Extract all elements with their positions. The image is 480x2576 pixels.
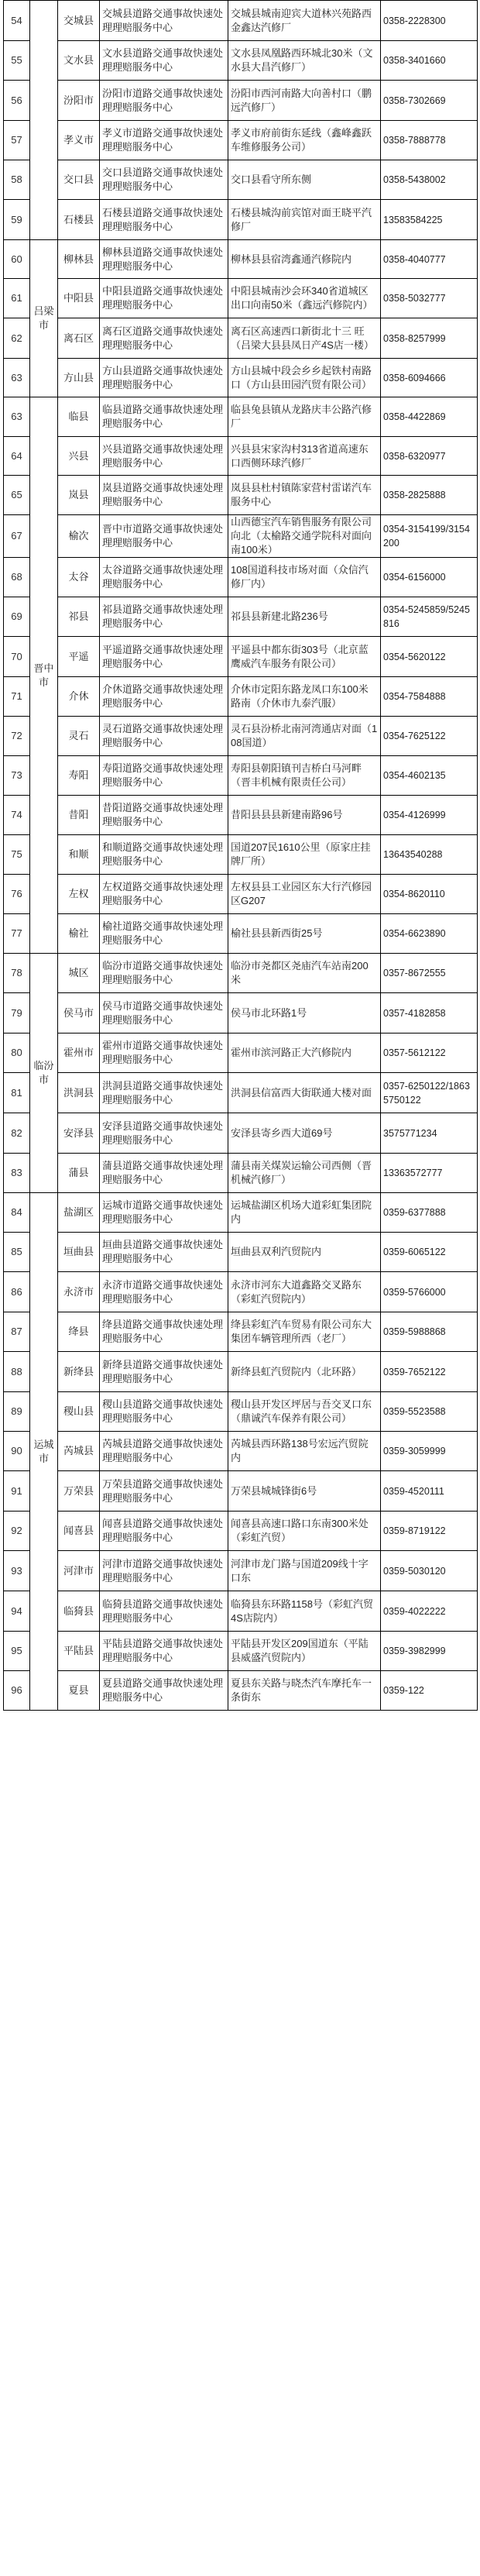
row-number: 59 [4, 200, 30, 240]
address-cell: 介休市定阳东路龙凤口东100米路南（介休市九泰汽服） [228, 677, 381, 717]
service-center-name: 寿阳道路交通事故快速处理理赔服务中心 [100, 756, 228, 796]
service-center-name: 交城县道路交通事故快速处理理赔服务中心 [100, 1, 228, 41]
table-row [4, 954, 478, 993]
address-cell: 兴县县宋家沟村313省道高速东口西侧环球汽修厂 [228, 437, 381, 476]
row-number: 86 [4, 1272, 30, 1312]
phone-cell: 0358-7302669 [381, 81, 478, 121]
county-cell: 交口县 [58, 160, 100, 200]
county-cell: 灵石 [58, 717, 100, 756]
address-cell: 闻喜县高速口路口东南300米处（彩虹汽贸） [228, 1512, 381, 1551]
phone-cell: 0354-5245859/5245816 [381, 597, 478, 637]
table-row [4, 200, 478, 240]
table-row [4, 1033, 478, 1073]
address-cell: 临汾市尧都区尧庙汽车站南200米 [228, 954, 381, 993]
table-row [4, 597, 478, 637]
table-row [4, 1392, 478, 1432]
city-cell: 运城市 [30, 1193, 58, 1711]
county-cell: 平遥 [58, 637, 100, 677]
phone-cell: 0358-5438002 [381, 160, 478, 200]
address-cell: 侯马市北环路1号 [228, 993, 381, 1033]
address-cell: 洪洞县信富西大街联通大楼对面 [228, 1073, 381, 1113]
row-number: 78 [4, 954, 30, 993]
address-cell: 临猗县东环路1158号（彩虹汽贸4S店院内） [228, 1591, 381, 1632]
phone-cell: 0359-5030120 [381, 1551, 478, 1591]
service-center-name: 左权道路交通事故快速处理理赔服务中心 [100, 875, 228, 914]
service-center-name: 介休道路交通事故快速处理理赔服务中心 [100, 677, 228, 717]
table-row [4, 1154, 478, 1193]
table-row [4, 1471, 478, 1512]
service-center-name: 安泽县道路交通事故快速处理理赔服务中心 [100, 1113, 228, 1154]
phone-cell: 0358-4422869 [381, 397, 478, 437]
county-cell: 榆次 [58, 515, 100, 558]
address-cell: 霍州市滨河路正大汽修院内 [228, 1033, 381, 1073]
table-row [4, 993, 478, 1033]
phone-cell: 0359-6377888 [381, 1193, 478, 1233]
county-cell: 兴县 [58, 437, 100, 476]
address-cell: 绛县彩虹汽车贸易有限公司东大集团车辆管理所西（老厂） [228, 1312, 381, 1352]
service-center-table [3, 0, 478, 1711]
county-cell: 绛县 [58, 1312, 100, 1352]
row-number: 69 [4, 597, 30, 637]
phone-cell: 0359-3982999 [381, 1632, 478, 1671]
county-cell: 芮城县 [58, 1432, 100, 1471]
service-center-name: 中阳县道路交通事故快速处理理赔服务中心 [100, 279, 228, 318]
address-cell: 永济市河东大道鑫路交叉路东（彩虹汽贸院内） [228, 1272, 381, 1312]
address-cell: 运城盐湖区机场大道彩虹集团院内 [228, 1193, 381, 1233]
row-number: 81 [4, 1073, 30, 1113]
address-cell: 文水县凤凰路西环城北30米（文水县大昌汽修厂） [228, 41, 381, 81]
phone-cell: 0358-6320977 [381, 437, 478, 476]
service-center-name: 稷山县道路交通事故快速处理理赔服务中心 [100, 1392, 228, 1432]
phone-cell: 0359-3059999 [381, 1432, 478, 1471]
county-cell: 平陆县 [58, 1632, 100, 1671]
table-row [4, 1591, 478, 1632]
service-center-name: 临猗县道路交通事故快速处理理赔服务中心 [100, 1591, 228, 1632]
county-cell: 祁县 [58, 597, 100, 637]
row-number: 72 [4, 717, 30, 756]
service-center-name: 夏县道路交通事故快速处理理赔服务中心 [100, 1671, 228, 1711]
address-cell: 榆社县县新西街25号 [228, 914, 381, 954]
service-center-name: 永济市道路交通事故快速处理理赔服务中心 [100, 1272, 228, 1312]
service-center-name: 灵石道路交通事故快速处理理赔服务中心 [100, 717, 228, 756]
table-row [4, 240, 478, 279]
table-row [4, 1272, 478, 1312]
phone-cell: 0359-122 [381, 1671, 478, 1711]
phone-cell: 13583584225 [381, 200, 478, 240]
service-center-name: 昔阳道路交通事故快速处理理赔服务中心 [100, 796, 228, 835]
row-number: 60 [4, 240, 30, 279]
row-number: 61 [4, 279, 30, 318]
address-cell: 临县兔县镇从龙路庆丰公路汽修厂 [228, 397, 381, 437]
city-cell: 吕梁市 [30, 240, 58, 397]
table-row [4, 914, 478, 954]
county-cell: 蒲县 [58, 1154, 100, 1193]
service-center-name: 石楼县道路交通事故快速处理理赔服务中心 [100, 200, 228, 240]
service-center-name: 蒲县道路交通事故快速处理理赔服务中心 [100, 1154, 228, 1193]
phone-cell: 0359-5766000 [381, 1272, 478, 1312]
city-cell [30, 1, 58, 240]
county-cell: 城区 [58, 954, 100, 993]
phone-cell: 0359-6065122 [381, 1233, 478, 1272]
table-row [4, 1512, 478, 1551]
address-cell: 孝义市府前街东延线（鑫峰鑫跃车维修服务公司） [228, 121, 381, 160]
phone-cell: 0359-7652122 [381, 1352, 478, 1392]
phone-cell: 0359-4520111 [381, 1471, 478, 1512]
address-cell: 离石区高速西口新街北十三 旺（吕梁大县县凤日产4S店一楼） [228, 318, 381, 359]
service-center-name: 临汾市道路交通事故快速处理理赔服务中心 [100, 954, 228, 993]
county-cell: 安泽县 [58, 1113, 100, 1154]
address-cell: 芮城县西环路138号宏远汽贸院内 [228, 1432, 381, 1471]
phone-cell: 0357-4182858 [381, 993, 478, 1033]
county-cell: 交城县 [58, 1, 100, 41]
phone-cell: 0358-7888778 [381, 121, 478, 160]
table-row [4, 835, 478, 875]
phone-cell: 0358-6094666 [381, 359, 478, 397]
row-number: 55 [4, 41, 30, 81]
service-center-name: 兴县道路交通事故快速处理理赔服务中心 [100, 437, 228, 476]
service-center-name: 祁县道路交通事故快速处理理赔服务中心 [100, 597, 228, 637]
phone-cell: 0358-8257999 [381, 318, 478, 359]
table-row [4, 1352, 478, 1392]
county-cell: 万荣县 [58, 1471, 100, 1512]
service-center-name: 汾阳市道路交通事故快速处理理赔服务中心 [100, 81, 228, 121]
phone-cell: 0354-5620122 [381, 637, 478, 677]
address-cell: 稷山县开发区坪居与吾交叉口东（鼎诚汽车保养有限公司） [228, 1392, 381, 1432]
address-cell: 中阳县城南沙会环340省道城区出口向南50米（鑫远汽修院内） [228, 279, 381, 318]
county-cell: 离石区 [58, 318, 100, 359]
phone-cell: 0354-8620110 [381, 875, 478, 914]
table-row [4, 41, 478, 81]
phone-cell: 0357-8672555 [381, 954, 478, 993]
address-cell: 柳林县县宿湾鑫通汽修院内 [228, 240, 381, 279]
address-cell: 汾阳市西河南路大向善村口（鹏远汽修厂） [228, 81, 381, 121]
service-center-name: 和顺道路交通事故快速处理理赔服务中心 [100, 835, 228, 875]
phone-cell: 0358-3401660 [381, 41, 478, 81]
table-row [4, 1233, 478, 1272]
row-number: 63 [4, 397, 30, 437]
county-cell: 岚县 [58, 476, 100, 515]
table-row [4, 476, 478, 515]
table-row [4, 515, 478, 558]
row-number: 79 [4, 993, 30, 1033]
row-number: 89 [4, 1392, 30, 1432]
service-center-name: 方山县道路交通事故快速处理理赔服务中心 [100, 359, 228, 397]
address-cell: 左权县县工业园区东大行汽修园区G207 [228, 875, 381, 914]
row-number: 82 [4, 1113, 30, 1154]
county-cell: 榆社 [58, 914, 100, 954]
address-cell: 灵石县汾桥北南河湾通店对面（108国道） [228, 717, 381, 756]
address-cell: 新绛县虹汽贸院内（北环路） [228, 1352, 381, 1392]
table-row [4, 1193, 478, 1233]
row-number: 63 [4, 359, 30, 397]
service-center-name: 晋中市道路交通事故快速处理理赔服务中心 [100, 515, 228, 558]
service-center-name: 闻喜县道路交通事故快速处理理赔服务中心 [100, 1512, 228, 1551]
address-cell: 蒲县南关煤炭运输公司西侧（晋机械汽修厂） [228, 1154, 381, 1193]
county-cell: 侯马市 [58, 993, 100, 1033]
phone-cell: 0354-4126999 [381, 796, 478, 835]
phone-cell: 0354-4602135 [381, 756, 478, 796]
county-cell: 方山县 [58, 359, 100, 397]
row-number: 54 [4, 1, 30, 41]
service-center-name: 芮城县道路交通事故快速处理理赔服务中心 [100, 1432, 228, 1471]
table-row [4, 1113, 478, 1154]
service-center-name: 垣曲县道路交通事故快速处理理赔服务中心 [100, 1233, 228, 1272]
phone-cell: 0358-5032777 [381, 279, 478, 318]
service-center-name: 文水县道路交通事故快速处理理赔服务中心 [100, 41, 228, 81]
address-cell: 108国道科技市场对面（众信汽修厂内） [228, 558, 381, 597]
service-center-name: 临县道路交通事故快速处理理赔服务中心 [100, 397, 228, 437]
address-cell: 平遥县中都东街303号（北京蓝鹰威汽车服务有限公司） [228, 637, 381, 677]
service-center-name: 平陆县道路交通事故快速处理理赔服务中心 [100, 1632, 228, 1671]
address-cell: 垣曲县双利汽贸院内 [228, 1233, 381, 1272]
address-cell: 平陆县开发区209国道东（平陆县威盛汽贸院内） [228, 1632, 381, 1671]
service-center-name: 新绛县道路交通事故快速处理理赔服务中心 [100, 1352, 228, 1392]
row-number: 95 [4, 1632, 30, 1671]
county-cell: 和顺 [58, 835, 100, 875]
city-cell: 晋中市 [30, 397, 58, 954]
row-number: 74 [4, 796, 30, 835]
address-cell: 方山县城中段会乡乡起铁村南路口（方山县田园汽贸有限公司） [228, 359, 381, 397]
address-cell: 山西德宝汽车销售服务有限公司向北（太榆路交通学院科对面向南100米） [228, 515, 381, 558]
service-center-name: 河津市道路交通事故快速处理理赔服务中心 [100, 1551, 228, 1591]
county-cell: 新绛县 [58, 1352, 100, 1392]
address-cell: 交口县看守所东侧 [228, 160, 381, 200]
row-number: 57 [4, 121, 30, 160]
service-center-name: 交口县道路交通事故快速处理理赔服务中心 [100, 160, 228, 200]
phone-cell: 0358-2228300 [381, 1, 478, 41]
table-row [4, 637, 478, 677]
row-number: 67 [4, 515, 30, 558]
phone-cell: 0359-8719122 [381, 1512, 478, 1551]
table-row [4, 875, 478, 914]
row-number: 84 [4, 1193, 30, 1233]
table-row [4, 359, 478, 397]
row-number: 77 [4, 914, 30, 954]
row-number: 96 [4, 1671, 30, 1711]
phone-cell: 0359-5988868 [381, 1312, 478, 1352]
row-number: 64 [4, 437, 30, 476]
row-number: 91 [4, 1471, 30, 1512]
row-number: 76 [4, 875, 30, 914]
table-row [4, 558, 478, 597]
county-cell: 夏县 [58, 1671, 100, 1711]
address-cell: 祁县县新建北路236号 [228, 597, 381, 637]
county-cell: 中阳县 [58, 279, 100, 318]
row-number: 71 [4, 677, 30, 717]
row-number: 93 [4, 1551, 30, 1591]
service-center-name: 孝义市道路交通事故快速处理理赔服务中心 [100, 121, 228, 160]
county-cell: 霍州市 [58, 1033, 100, 1073]
phone-cell: 0354-3154199/3154200 [381, 515, 478, 558]
phone-cell: 0354-6623890 [381, 914, 478, 954]
address-cell: 万荣县城城锋街6号 [228, 1471, 381, 1512]
county-cell: 临县 [58, 397, 100, 437]
county-cell: 寿阳 [58, 756, 100, 796]
county-cell: 太谷 [58, 558, 100, 597]
table-row [4, 121, 478, 160]
county-cell: 河津市 [58, 1551, 100, 1591]
table-row [4, 1551, 478, 1591]
service-center-name: 岚县道路交通事故快速处理理赔服务中心 [100, 476, 228, 515]
row-number: 94 [4, 1591, 30, 1632]
phone-cell: 0354-7625122 [381, 717, 478, 756]
phone-cell: 0359-4022222 [381, 1591, 478, 1632]
phone-cell: 0358-2825888 [381, 476, 478, 515]
county-cell: 永济市 [58, 1272, 100, 1312]
phone-cell: 13643540288 [381, 835, 478, 875]
row-number: 58 [4, 160, 30, 200]
county-cell: 汾阳市 [58, 81, 100, 121]
row-number: 62 [4, 318, 30, 359]
county-cell: 临猗县 [58, 1591, 100, 1632]
service-center-name: 绛县道路交通事故快速处理理赔服务中心 [100, 1312, 228, 1352]
phone-cell: 0359-5523588 [381, 1392, 478, 1432]
service-center-name: 平遥道路交通事故快速处理理赔服务中心 [100, 637, 228, 677]
table-row [4, 1671, 478, 1711]
phone-cell: 0357-6250122/18635750122 [381, 1073, 478, 1113]
county-cell: 孝义市 [58, 121, 100, 160]
county-cell: 盐湖区 [58, 1193, 100, 1233]
table-row [4, 81, 478, 121]
phone-cell: 0354-7584888 [381, 677, 478, 717]
table-row [4, 756, 478, 796]
service-center-name: 榆社道路交通事故快速处理理赔服务中心 [100, 914, 228, 954]
table-row [4, 1312, 478, 1352]
address-cell: 石楼县城沟前宾馆对面王晓平汽修厂 [228, 200, 381, 240]
county-cell: 昔阳 [58, 796, 100, 835]
service-center-name: 运城市道路交通事故快速处理理赔服务中心 [100, 1193, 228, 1233]
table-row [4, 1632, 478, 1671]
phone-cell: 0357-5612122 [381, 1033, 478, 1073]
row-number: 56 [4, 81, 30, 121]
county-cell: 稷山县 [58, 1392, 100, 1432]
county-cell: 洪洞县 [58, 1073, 100, 1113]
county-cell: 文水县 [58, 41, 100, 81]
address-cell: 河津市龙门路与国道209线十字口东 [228, 1551, 381, 1591]
table-row [4, 397, 478, 437]
row-number: 85 [4, 1233, 30, 1272]
address-cell: 夏县东关路与晓杰汽车摩托车一条街东 [228, 1671, 381, 1711]
table-row [4, 796, 478, 835]
row-number: 68 [4, 558, 30, 597]
row-number: 65 [4, 476, 30, 515]
row-number: 92 [4, 1512, 30, 1551]
address-cell: 昔阳县县县新建南路96号 [228, 796, 381, 835]
table-row [4, 318, 478, 359]
county-cell: 闻喜县 [58, 1512, 100, 1551]
service-center-name: 霍州市道路交通事故快速处理理赔服务中心 [100, 1033, 228, 1073]
service-center-name: 太谷道路交通事故快速处理理赔服务中心 [100, 558, 228, 597]
row-number: 80 [4, 1033, 30, 1073]
row-number: 88 [4, 1352, 30, 1392]
address-cell: 交城县城南迎宾大道林兴苑路西金鑫达汽修厂 [228, 1, 381, 41]
table-row [4, 437, 478, 476]
row-number: 83 [4, 1154, 30, 1193]
table-row [4, 1, 478, 41]
table-row [4, 717, 478, 756]
row-number: 75 [4, 835, 30, 875]
county-cell: 柳林县 [58, 240, 100, 279]
address-cell: 国道207民1610公里（原家庄挂牌厂所） [228, 835, 381, 875]
service-center-name: 洪洞县道路交通事故快速处理理赔服务中心 [100, 1073, 228, 1113]
phone-cell: 3575771234 [381, 1113, 478, 1154]
county-cell: 石楼县 [58, 200, 100, 240]
service-center-name: 柳林县道路交通事故快速处理理赔服务中心 [100, 240, 228, 279]
table-row [4, 677, 478, 717]
table-row [4, 160, 478, 200]
table-row [4, 1073, 478, 1113]
service-center-name: 万荣县道路交通事故快速处理理赔服务中心 [100, 1471, 228, 1512]
table-row [4, 1432, 478, 1471]
service-center-name: 侯马市道路交通事故快速处理理赔服务中心 [100, 993, 228, 1033]
row-number: 70 [4, 637, 30, 677]
phone-cell: 0358-4040777 [381, 240, 478, 279]
service-center-name: 离石区道路交通事故快速处理理赔服务中心 [100, 318, 228, 359]
county-cell: 左权 [58, 875, 100, 914]
address-cell: 寿阳县朝阳镇刊吉桥白马河畔（晋丰机械有限责任公司） [228, 756, 381, 796]
city-cell: 临汾市 [30, 954, 58, 1193]
address-cell: 岚县县杜村镇陈家营村雷诺汽车服务中心 [228, 476, 381, 515]
address-cell: 安泽县寄乡西大道69号 [228, 1113, 381, 1154]
phone-cell: 13363572777 [381, 1154, 478, 1193]
row-number: 90 [4, 1432, 30, 1471]
county-cell: 介休 [58, 677, 100, 717]
phone-cell: 0354-6156000 [381, 558, 478, 597]
row-number: 87 [4, 1312, 30, 1352]
table-row [4, 279, 478, 318]
county-cell: 垣曲县 [58, 1233, 100, 1272]
row-number: 73 [4, 756, 30, 796]
